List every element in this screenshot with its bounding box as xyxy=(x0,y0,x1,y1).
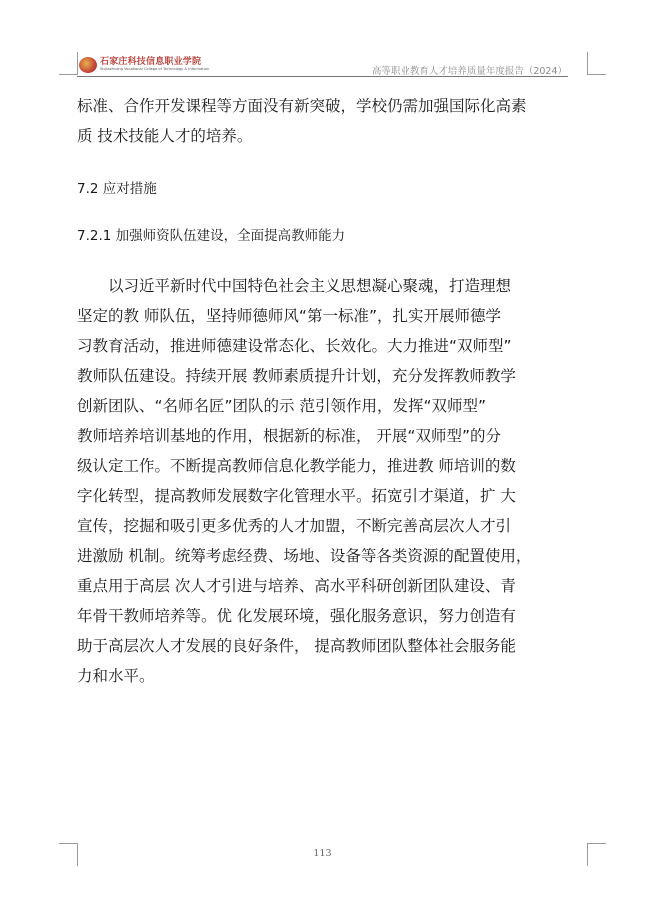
logo-chinese-name: 石家庄科技信息职业学院 xyxy=(100,57,202,68)
subsection-heading: 7.2.1 加强师资队伍建设，全面提高教师能力 xyxy=(77,228,346,244)
text-line: 以习近平新时代中国特色社会主义思想凝心聚魂，打造理想 xyxy=(108,277,512,295)
intro-text xyxy=(77,91,577,151)
body-paragraph xyxy=(77,271,577,691)
text-line: 级认定工作。不断提高教师信息化教学能力，推进教 师培训的数 xyxy=(77,457,516,475)
text-line: 字化转型，提高教师发展数字化管理水平。拓宽引才渠道，扩 大 xyxy=(77,487,516,505)
section-heading: 7.2 应对措施 xyxy=(77,181,157,197)
text-line: 标准、合作开发课程等方面没有新突破，学校仍需加强国际化高素 xyxy=(77,97,527,115)
text-line: 力和水平。 xyxy=(77,667,155,685)
text-line: 年骨干教师培养等。优 化发展环境，强化服务意识，努力创造有 xyxy=(77,607,516,625)
text-line: 创新团队、“名师名匠”团队的示 范引领作用，发挥“双师型” xyxy=(77,397,487,415)
text-line: 坚定的教 师队伍，坚持师德师风“第一标准”，扎实开展师德学 xyxy=(77,307,501,325)
text-line: 重点用于高层 次人才引进与培养、高水平科研创新团队建设、青 xyxy=(77,577,516,595)
college-logo-text xyxy=(100,58,209,72)
text-line: 教师队伍建设。持续开展 教师素质提升计划，充分发挥教师教学 xyxy=(77,367,516,385)
college-logo xyxy=(79,55,210,75)
text-line: 教师培养培训基地的作用，根据新的标准， 开展“双师型”的分 xyxy=(77,427,501,445)
text-line: 助于高层次人才发展的良好条件， 提高教师团队整体社会服务能 xyxy=(77,637,516,655)
logo-english-name: Shijiazhuang Vocational College of Technology & Information xyxy=(100,67,210,72)
crop-mark-top-right xyxy=(587,52,606,75)
text-line: 习教育活动，推进师德建设常态化、长效化。大力推进“双师型” xyxy=(77,337,512,355)
crop-mark-top-left xyxy=(59,52,78,75)
text-line: 进激励 机制。统筹考虑经费、场地、设备等各类资源的配置使用， xyxy=(77,547,532,565)
page-number: 113 xyxy=(313,848,332,859)
text-line: 质 技术技能人才的培养。 xyxy=(77,127,253,145)
header-divider xyxy=(77,76,568,77)
text-line: 宣传，挖掘和吸引更多优秀的人才加盟，不断完善高层次人才引 xyxy=(77,517,512,535)
running-header-title: 高等职业教育人才培养质量年度报告（2024） xyxy=(371,66,567,77)
college-emblem-icon xyxy=(79,57,97,73)
